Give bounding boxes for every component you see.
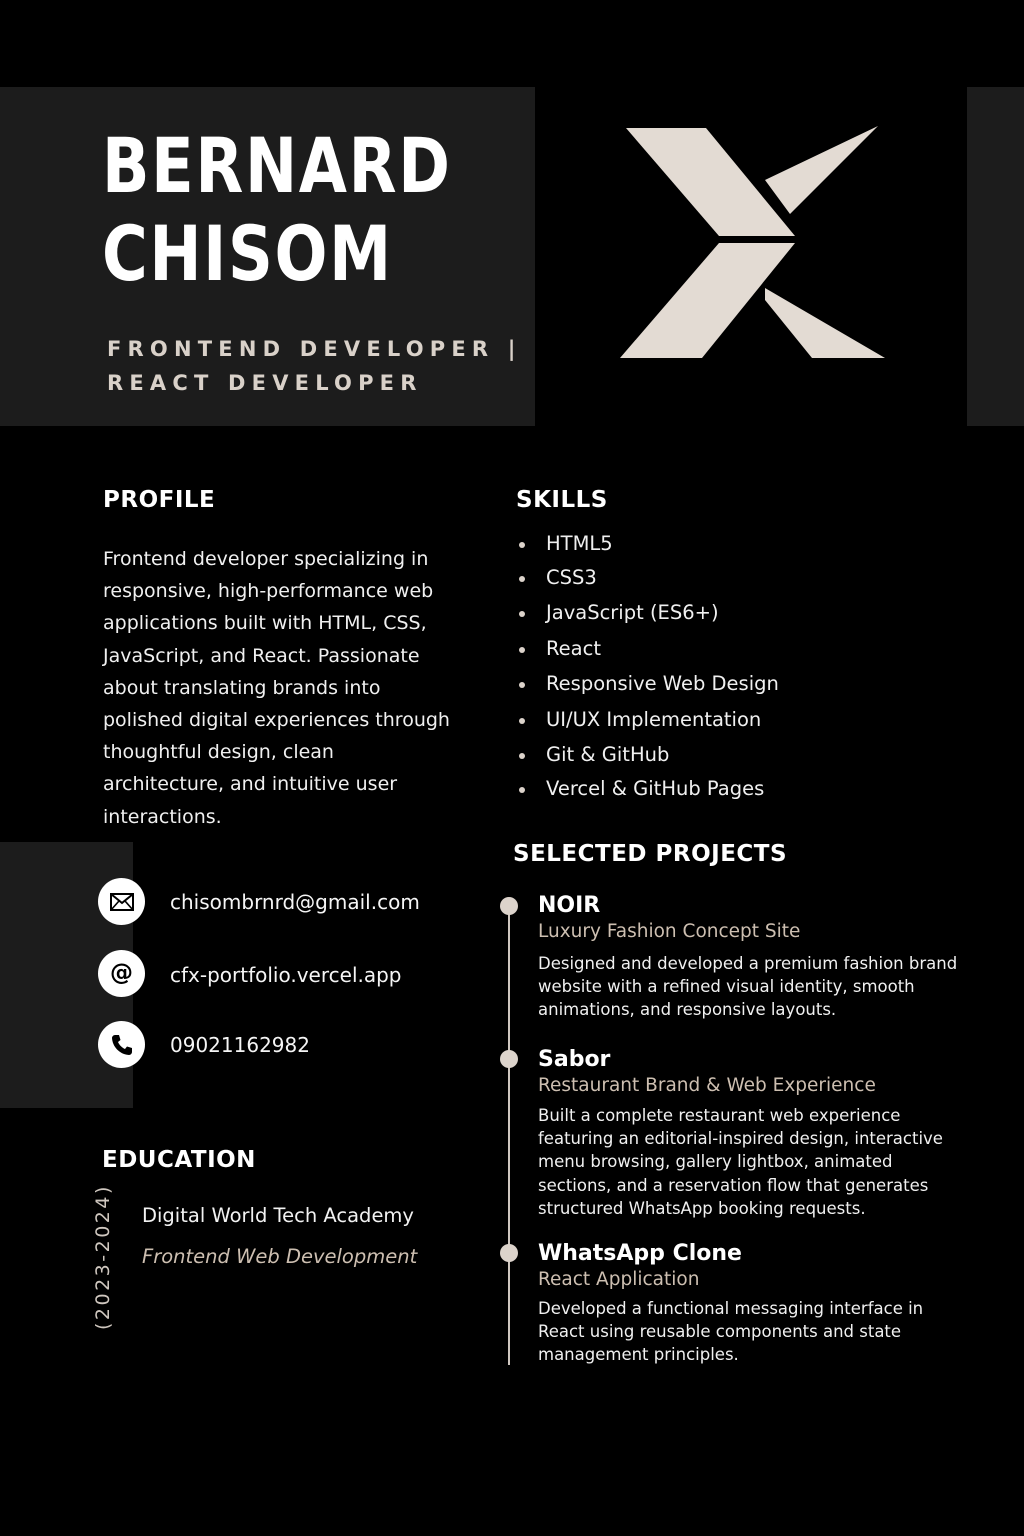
profile-text: Frontend developer specializing in responsive, high-performance web applications built with HTML, CSS, JavaScript, and React. Passionate about translating brands into polished digital experiences through thoughtful design, clean architecture, and intuitive user interactions.	[103, 548, 450, 828]
bullet-icon	[519, 753, 525, 759]
skills-heading: SKILLS	[516, 487, 608, 513]
project-title: WhatsApp Clone	[538, 1241, 742, 1266]
bullet-icon	[519, 576, 525, 582]
project-subtitle: Restaurant Brand & Web Experience	[538, 1075, 876, 1096]
project-description: Designed and developed a premium fashion brand website with a refined visual identity, smooth animations, and responsive layouts.	[538, 954, 958, 1020]
project-title: Sabor	[538, 1047, 611, 1072]
header-right-strip	[967, 87, 1024, 426]
phone-link[interactable]: 09021162982	[170, 1033, 310, 1057]
education-heading: EDUCATION	[102, 1147, 256, 1173]
bullet-icon	[519, 647, 525, 653]
at-icon: @	[98, 950, 145, 997]
project-subtitle: Luxury Fashion Concept Site	[538, 921, 801, 942]
project-subtitle: React Application	[538, 1269, 700, 1290]
project-description: Developed a functional messaging interface in React using reusable components and state management principles.	[538, 1299, 924, 1365]
timeline-dot	[500, 1244, 518, 1262]
bullet-icon	[519, 718, 525, 724]
profile-heading: PROFILE	[103, 487, 216, 513]
timeline-line	[508, 905, 510, 1365]
education-course: Frontend Web Development	[142, 1245, 418, 1268]
timeline-dot	[500, 897, 518, 915]
job-title-line-2: REACT DEVELOPER	[107, 371, 423, 395]
website-link[interactable]: cfx-portfolio.vercel.app	[170, 963, 402, 987]
education-years: (2023-2024)	[92, 1184, 114, 1330]
first-name: BERNARD	[102, 121, 452, 210]
bullet-icon	[519, 542, 525, 548]
email-link[interactable]: chisombrnrd@gmail.com	[170, 890, 420, 914]
timeline-dot	[500, 1050, 518, 1068]
bullet-icon	[519, 682, 525, 688]
bullet-icon	[519, 611, 525, 617]
job-title-line-1: FRONTEND DEVELOPER |	[107, 337, 522, 361]
projects-heading: SELECTED PROJECTS	[513, 841, 788, 867]
project-description: Built a complete restaurant web experience featuring an editorial-inspired design, interactive menu browsing, gallery lightbox, animated sections, and a reservation flow that generates structured WhatsApp booking requests.	[538, 1106, 943, 1218]
phone-icon	[98, 1021, 145, 1068]
education-school: Digital World Tech Academy	[142, 1204, 414, 1227]
mail-icon	[98, 878, 145, 925]
x-monogram-logo	[610, 120, 900, 370]
last-name: CHISOM	[102, 209, 393, 298]
project-title: NOIR	[538, 893, 601, 918]
bullet-icon	[519, 787, 525, 793]
